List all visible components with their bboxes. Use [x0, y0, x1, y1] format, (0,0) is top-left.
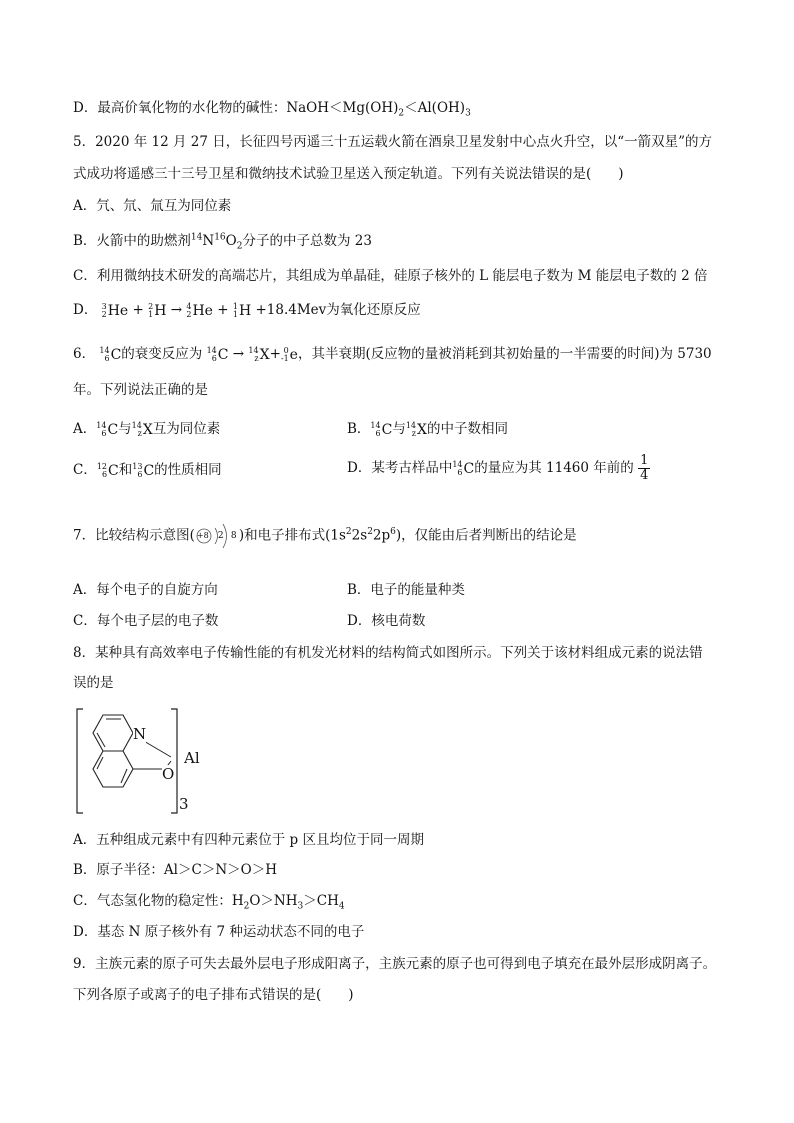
q7-stem: 7．比较结构示意图( +8 2 8 )和电子排布式$(1s^22s^22p^6)$，仅能由后者判断出的结论是 [73, 521, 577, 551]
q4-option-d: D．最高价氧化物的水化物的碱性：$NaOH<Mg(OH)_2<Al(OH)_3$ [73, 100, 471, 119]
nuclide-h2: 2 1 H [148, 301, 167, 319]
q8-option-a: A．五种组成元素中有四种元素位于 p 区且均位于同一周期 [73, 832, 424, 848]
q8-option-c: C．气态氢化物的稳定性：$H_2O>NH_3>CH_4$ [73, 893, 345, 912]
nuclide-x: 14 z X [248, 345, 270, 363]
q7-option-c: C．每个电子层的电子数 [73, 613, 219, 629]
q7-option-b: B．电子的能量种类 [347, 582, 465, 598]
q5-option-c: C．利用微纳技术研发的高端芯片，其组成为单晶硅，硅原子核外的 L 能层电子数为 M 能层电子数的 2 倍 [73, 268, 708, 284]
nuclide-h1: 1 1 H [232, 301, 252, 319]
fraction-one-quarter: $\frac{1}{4}$ [640, 453, 649, 483]
q7-option-d: D．核电荷数 [347, 613, 426, 629]
nuclide-he3: 3 2 He [101, 301, 129, 319]
molecular-structure: N O Al 3 [73, 705, 213, 817]
nuclide-he4: 4 2 He [186, 301, 213, 319]
q8-option-b: B．原子半径：Al＞C＞N＞O＞H [73, 862, 277, 878]
q5-stem-line2: 式成功将遥感三十三号卫星和微纳技术试验卫星送入预定轨道。下列有关说法错误的是( ) [73, 166, 624, 182]
q5-option-a: A．氕、氘、氚互为同位素 [73, 198, 232, 214]
q9-stem-line1: 9．主族元素的原子可失去最外层电子形成阳离子，主族元素的原子也可得到电子填充在最外层形成阴离子。 [73, 956, 717, 972]
q6-option-a: A． 14 6 C 与 14 z X 互为同位素 [73, 420, 221, 438]
q9-stem-line2: 下列各原子或离子的电子排布式错误的是( ) [73, 987, 354, 1003]
q6-option-b: B． 14 6 C 与 14 z X 的中子数相同 [347, 420, 508, 438]
q6-option-c: C． 12 6 C 和 13 6 C 的性质相同 [73, 461, 222, 479]
q7-option-a: A．每个电子的自旋方向 [73, 582, 218, 598]
nuclide-c14: 14 6 C [99, 345, 122, 363]
q8-option-d: D．基态 N 原子核外有 7 种运动状态不同的电子 [73, 924, 365, 940]
q5-option-b: B．火箭中的助燃剂$^{14}N^{16}O_2$分子的中子总数为 23 [73, 232, 372, 252]
q6-stem-line2: 年。下列说法正确的是 [73, 382, 208, 398]
q6-option-d: D．某考古样品中 14 6 C 的量应为其 11460 年前的 $\frac{1}{4}$ [347, 453, 649, 483]
q8-stem-line2: 误的是 [73, 675, 114, 691]
q6-stem-line1: 6． 14 6 C 的衰变反应为 14 6 C → 14 z X + 0 -1 e ，其半衰期(反应物的量被消耗到其初始量的一半需要的时间)为 5730 [73, 345, 712, 363]
nuclide-c14-b: 14 6 C [206, 345, 229, 363]
q5-option-d: D． 3 2 He + 2 1 H → 4 2 He + 1 1 H +18.4Mev为氧化还原反应 [73, 301, 421, 319]
atom-structure-diagram: +8 2 8 [195, 521, 239, 551]
q5-stem-line1: 5．2020 年 12 月 27 日，长征四号丙遥三十五运载火箭在酒泉卫星发射中心点火升空，以“一箭双星”的方 [73, 134, 713, 150]
nuclide-electron: 0 -1 e [280, 345, 298, 363]
q8-stem-line1: 8．某种具有高效率电子传输性能的有机发光材料的结构简式如图所示。下列关于该材料组成元素的说法错 [73, 645, 703, 661]
